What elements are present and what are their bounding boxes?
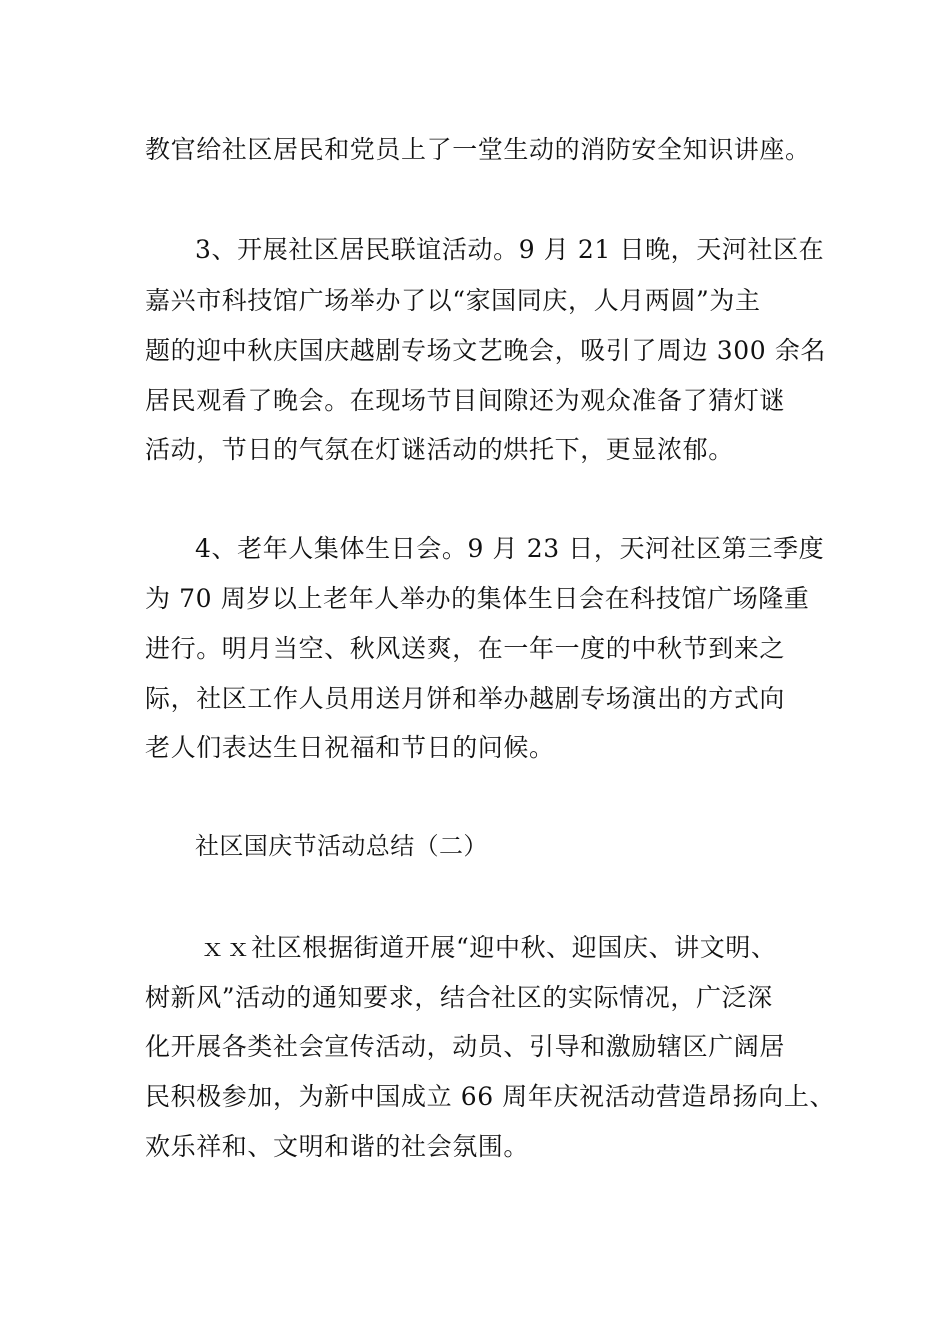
paragraph-line: 化开展各类社会宣传活动，动员、引导和激励辖区广阔居 (145, 1032, 786, 1061)
paragraph-line: 居民观看了晚会。在现场节目间隙还为观众准备了猜灯谜 (145, 386, 786, 415)
paragraph-line: 老人们表达生日祝福和节日的问候。 (145, 733, 555, 762)
paragraph-line: 题的迎中秋庆国庆越剧专场文艺晚会，吸引了周边 300 余名 (145, 336, 827, 365)
paragraph-line: 3、开展社区居民联谊活动。9 月 21 日晚，天河社区在 (195, 235, 825, 264)
paragraph-line: 进行。明月当空、秋风送爽，在一年一度的中秋节到来之 (145, 634, 786, 663)
paragraph-line: 4、老年人集体生日会。9 月 23 日，天河社区第三季度 (195, 534, 825, 563)
paragraph-line: 为 70 周岁以上老年人举办的集体生日会在科技馆广场隆重 (145, 584, 810, 613)
paragraph-line: 教官给社区居民和党员上了一堂生动的消防安全知识讲座。 (145, 135, 811, 164)
paragraph-line: 活动，节日的气氛在灯谜活动的烘托下，更显浓郁。 (145, 435, 734, 464)
section-heading: 社区国庆节活动总结（二） (195, 832, 488, 860)
paragraph-line: 嘉兴市科技馆广场举办了以“家国同庆，人月两圆”为主 (145, 286, 761, 315)
paragraph-line: 际，社区工作人员用送月饼和举办越剧专场演出的方式向 (145, 684, 786, 713)
paragraph-line: 欢乐祥和、文明和谐的社会氛围。 (145, 1132, 530, 1161)
paragraph-line: 树新风”活动的通知要求，结合社区的实际情况，广泛深 (145, 983, 773, 1012)
paragraph-line: 民积极参加，为新中国成立 66 周年庆祝活动营造昂扬向上、 (145, 1082, 836, 1111)
paragraph-line: ｘｘ社区根据街道开展“迎中秋、迎国庆、讲文明、 (200, 933, 777, 962)
